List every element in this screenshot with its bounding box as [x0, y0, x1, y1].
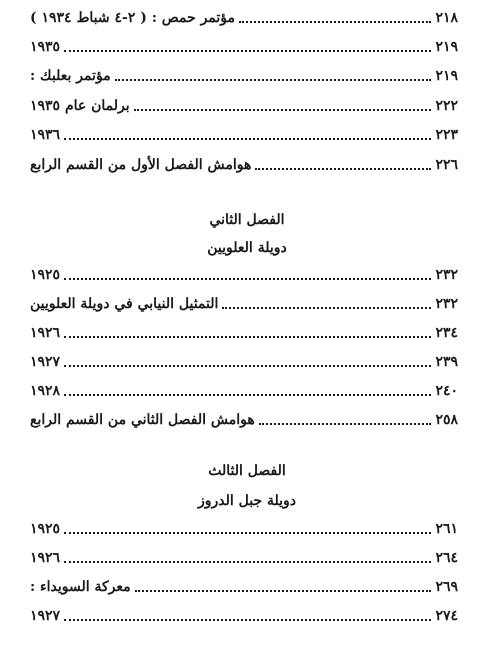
toc-entry [30, 33, 458, 57]
dot-leader [64, 336, 431, 338]
toc-entry [30, 62, 458, 86]
entry-page-number: ٢٣٩ [435, 354, 458, 370]
toc-entry [30, 377, 458, 401]
toc-entry [30, 4, 458, 28]
entry-title: ١٩٣٦ [30, 127, 61, 143]
entry-title: معركة السويداء : [30, 579, 131, 595]
dot-leader [255, 168, 431, 170]
chapter-label: الفصل الثالث [208, 463, 286, 479]
toc-entry [30, 348, 458, 372]
entry-page-number: ٢١٨ [435, 10, 458, 26]
entry-title: ١٩٣٥ [30, 39, 61, 55]
entry-page-number: ٢٢٦ [435, 157, 458, 173]
entry-title: ١٩٢٧ [30, 354, 61, 370]
entry-title: برلمان عام ١٩٣٥ [30, 98, 130, 114]
entry-page-number: ٢٧٤ [435, 608, 458, 624]
toc-entry [30, 121, 458, 145]
chapter-title: دويلة العلويين [207, 240, 287, 256]
entry-title: ١٩٢٥ [30, 267, 61, 283]
entry-page-number: ٢٢٣ [435, 127, 458, 143]
toc-entry [30, 406, 458, 430]
entry-title: ١٩٢٦ [30, 325, 61, 341]
toc-entry [30, 602, 458, 626]
dot-leader [115, 79, 432, 81]
entry-page-number: ٢٣٢ [435, 267, 458, 283]
dot-leader [64, 138, 431, 140]
dot-leader [64, 532, 431, 534]
dot-leader [64, 278, 431, 280]
dot-leader [135, 590, 432, 592]
entry-page-number: ٢٤٠ [435, 383, 458, 399]
entry-page-number: ٢٢٢ [435, 98, 458, 114]
entry-page-number: ٢٣٤ [435, 325, 458, 341]
entry-page-number: ٢٣٢ [435, 296, 458, 312]
entry-title: التمثيل النيابي في دويلة العلويين [30, 296, 219, 312]
entry-title: مؤتمر بعلبك : [30, 68, 111, 84]
toc-entry [30, 151, 458, 175]
dot-leader [64, 394, 431, 396]
entry-title: ١٩٢٦ [30, 550, 61, 566]
dot-leader [259, 423, 432, 425]
entry-page-number: ٢٦٤ [435, 550, 458, 566]
entry-page-number: ٢١٩ [435, 39, 458, 55]
dot-leader [134, 109, 432, 111]
entry-title: مؤتمر حمص : ( ٢-٤ شباط ١٩٣٤ ) [30, 10, 236, 26]
toc-entry [30, 544, 458, 568]
dot-leader [239, 21, 431, 23]
toc-entry [30, 515, 458, 539]
entry-page-number: ٢٥٨ [435, 412, 458, 428]
dot-leader [64, 619, 431, 621]
dot-leader [64, 365, 431, 367]
entry-title: ١٩٢٧ [30, 608, 61, 624]
entry-page-number: ٢١٩ [435, 68, 458, 84]
toc-entry [30, 573, 458, 597]
toc-entry [30, 290, 458, 314]
entry-title: هوامش الفصل الثاني من القسم الرابع [30, 412, 255, 428]
chapter-title: دويلة جبل الدروز [197, 493, 297, 509]
chapter-label: الفصل الثاني [209, 212, 285, 228]
entry-title: ١٩٢٥ [30, 521, 61, 537]
dot-leader [222, 307, 431, 309]
entry-page-number: ٢٦٩ [435, 579, 458, 595]
entry-page-number: ٢٦١ [435, 521, 458, 537]
dot-leader [64, 50, 431, 52]
toc-entry [30, 261, 458, 285]
entry-title: هوامش الفصل الأول من القسم الرابع [30, 157, 252, 173]
toc-entry [30, 319, 458, 343]
entry-title: ١٩٢٨ [30, 383, 61, 399]
toc-entry [30, 92, 458, 116]
dot-leader [64, 561, 431, 563]
